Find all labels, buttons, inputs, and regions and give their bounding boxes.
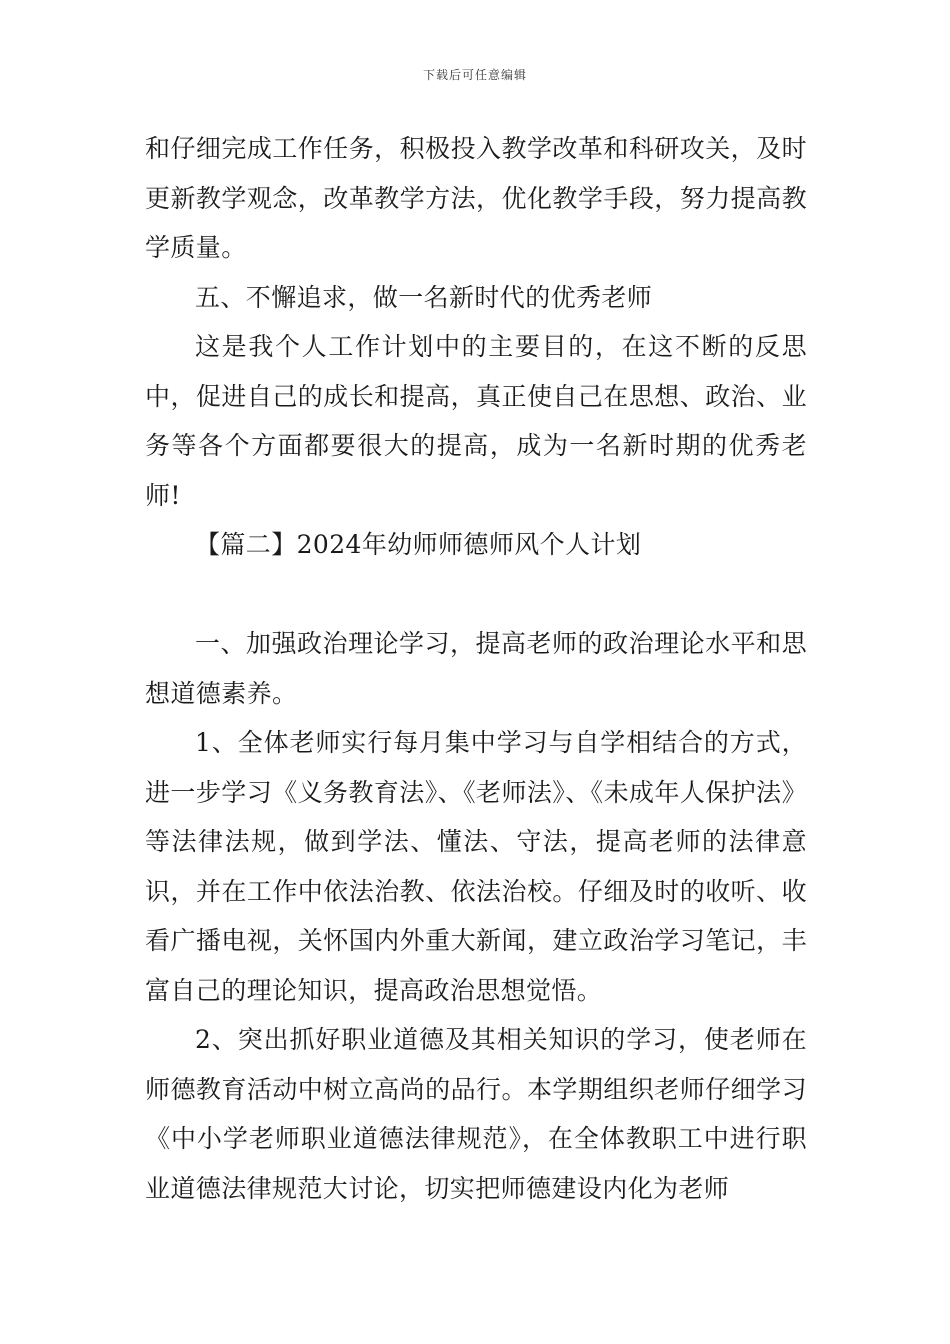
paragraph-item-one: 1、全体老师实行每月集中学习与自学相结合的方式，进一步学习《义务教育法》、《老师法》、《未成年人保护法》等法律法规，做到学法、懂法、守法，提高老师的法律意识，并在工作中依法治教、依法治校。仔细及时的收听、收看广播电视，关怀国内外重大新闻，建立政治学习笔记，丰富自己的理论知识，提高政治思想觉悟。 bbox=[145, 728, 807, 1005]
part-two-title: 【篇二】2024年幼师师德师风个人计划 bbox=[195, 530, 642, 559]
paragraph-goal: 这是我个人工作计划中的主要目的，在这不断的反思中，促进自己的成长和提高，真正使自己在思想、政治、业务等各个方面都要很大的提高，成为一名新时期的优秀老师! bbox=[145, 332, 807, 510]
section-heading-five: 五、不懈追求，做一名新时代的优秀老师 bbox=[195, 282, 653, 312]
paragraph-continuation: 和仔细完成工作任务，积极投入教学改革和科研攻关，及时更新教学观念，改革教学方法，优化教学手段，努力提高教学质量。 bbox=[145, 134, 807, 262]
page-header: 下载后可任意编辑 bbox=[422, 68, 527, 82]
blank-line bbox=[145, 570, 807, 620]
paragraph-item-two: 2、突出抓好职业道德及其相关知识的学习，使老师在师德教育活动中树立高尚的品行。本学期组织老师仔细学习《中小学老师职业道德法律规范》，在全体教职工中进行职业道德法律规范大讨论，切实把师德建设内化为老师 bbox=[145, 1025, 807, 1203]
section-heading-one: 一、加强政治理论学习，提高老师的政治理论水平和思想道德素养。 bbox=[145, 629, 807, 708]
document-body bbox=[145, 124, 807, 1213]
